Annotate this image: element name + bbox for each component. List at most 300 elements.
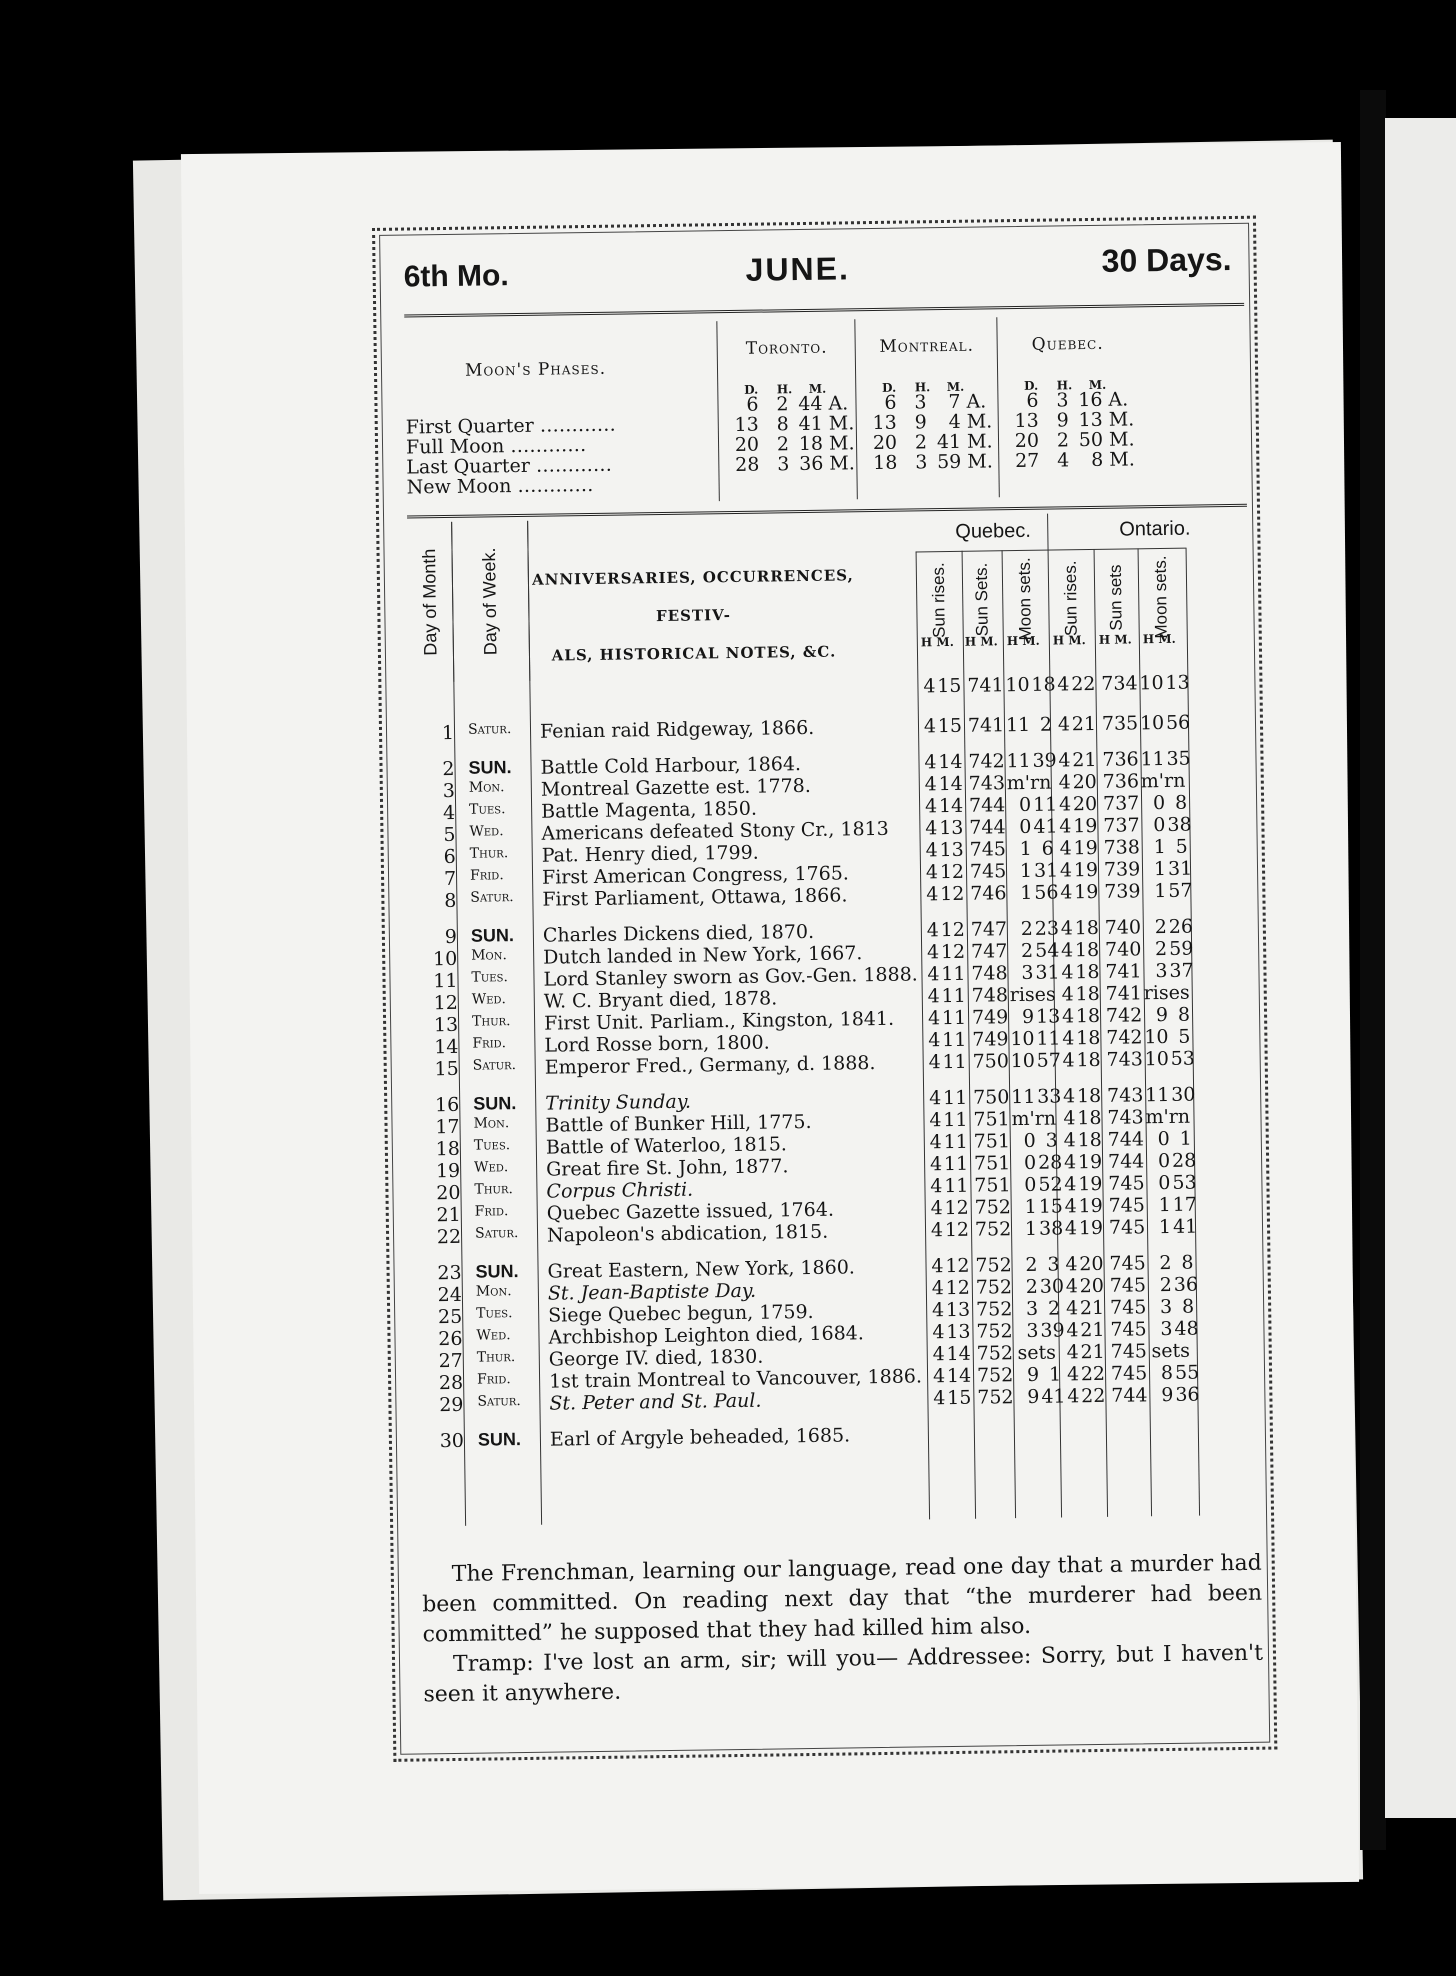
time-value: 52 [988,1342,1014,1365]
day-of-week: SUN. [470,925,515,946]
time-value: 15 [947,1386,972,1410]
time-value: 4 [1059,837,1072,860]
time-value: 50 [984,1050,1010,1073]
time-value: 13 [1035,1005,1061,1028]
time-value: 19 [1077,1150,1103,1174]
time-value: 4 [927,963,940,986]
time-value: 12 [944,1196,969,1220]
time-value: 44 [1123,1384,1148,1407]
day-of-month: 21 [436,1203,461,1227]
time-value: 2 [1039,713,1053,736]
time-value: 4 [927,985,940,1008]
day-of-week: SUN. [475,1261,519,1282]
phase-time-value: 3 [1056,389,1069,412]
time-value: 7 [973,1108,986,1131]
phase-time-value: M. [1108,428,1135,451]
time-value: 1 [1024,1195,1037,1218]
time-value: 13 [939,838,964,862]
time-value: 7 [969,838,982,861]
time-value: 50 [985,1086,1010,1109]
time-value: 11 [943,1152,969,1176]
phase-time-value: 2 [1056,429,1070,452]
time-value: 4 [927,1007,941,1030]
day-of-month: 4 [442,801,456,825]
time-value: 18 [1076,1026,1101,1050]
event-note: Trinity Sunday. [545,1090,692,1115]
time-value: 14 [938,772,963,796]
time-value: 7 [971,962,984,985]
time-value: 7 [976,1342,989,1365]
time-value: 7 [1110,1318,1123,1341]
unit-header: M. [1088,377,1107,393]
time-value: 4 [1063,1151,1077,1174]
hm-label: H M. [1052,633,1086,648]
phase-time-value: 4 [1057,449,1070,472]
time-value: 4 [930,1219,944,1242]
time-value: 7 [967,714,981,737]
time-value: 33 [1037,1085,1062,1108]
event-note: First Unit. Parliam., Kingston, 1841. [543,1007,895,1035]
time-value: 4 [928,1029,941,1052]
time-value: 4 [1065,1275,1078,1298]
time-value: 36 [1114,770,1140,793]
sun-sets-header: Sun Sets. [971,562,992,637]
time-value: 43 [980,772,1006,795]
time-value: 4 [1064,1217,1078,1240]
day-of-week: Mon. [471,947,508,964]
time-value: 44 [1119,1128,1145,1151]
phase-time-value: 41 [936,430,962,454]
time-value: 7 [1106,1048,1119,1071]
time-value: 39 [1032,749,1057,772]
time-value: 10 [1144,1025,1169,1049]
phase-times [870,391,995,473]
time-value: 2 [1154,937,1168,961]
time-value: 21 [1080,1340,1105,1364]
time-value: 34 [1113,672,1138,695]
time-value: 3 [1047,1253,1060,1276]
time-value: 12 [944,1218,970,1242]
time-value: 19 [1073,836,1098,860]
event-note: Napoleon's abdication, 1815. [546,1220,829,1247]
phase-time-value: 6 [884,391,897,414]
time-value: 7 [968,750,981,773]
phase-time-value: 41 [798,412,823,436]
unit-header: D. [1024,378,1039,393]
day-of-month: 15 [434,1057,459,1081]
event-note: First Parliament, Ottawa, 1866. [542,884,848,911]
time-value: 45 [1121,1296,1147,1319]
time-value: 11 [1011,1085,1036,1109]
hm-label: H M. [1006,633,1040,649]
event-note: St. Jean-Baptiste Day. [547,1279,757,1305]
time-value: 4 [1062,1027,1075,1050]
day-of-week: Frid. [472,1035,507,1052]
anniversaries-header: ANNIVERSARIES, OCCURRENCES, FESTIV- ALS, HISTORICAL NOTES, &C. [531,566,854,665]
day-of-month: 24 [437,1283,463,1307]
phase-time-value: M. [966,430,993,453]
event-note: Battle Magenta, 1850. [541,797,758,823]
phase-time-value: A. [1108,388,1129,411]
time-value: 38 [1115,836,1141,859]
time-value: 4 [1065,1297,1079,1320]
time-value: 18 [1074,916,1099,940]
time-value: 7 [1101,712,1115,735]
time-value: 45 [1120,1194,1146,1217]
time-value: 4 [930,1197,943,1220]
time-value: 6 [1041,837,1054,860]
time-value: 23 [1034,917,1060,940]
time-value: 10 [1005,673,1030,697]
time-value: 14 [938,794,964,818]
time-value: 11 [1032,793,1058,816]
time-value: 7 [1106,1026,1119,1049]
time-value: 14 [946,1342,971,1366]
time-value: 56 [1165,711,1191,734]
time-value: 4 [1061,1005,1075,1028]
time-value: 7 [975,1298,989,1321]
day-of-week: Thur. [469,845,509,862]
time-value: 0 [1157,1149,1171,1173]
phase-time-value: 9 [1056,409,1069,432]
time-value: 8 [1181,1251,1194,1274]
day-of-week: Tues. [473,1137,511,1154]
time-value: 36 [1114,748,1139,771]
time-value: 7 [969,816,982,839]
time-value: 11 [943,1108,968,1132]
time-value: 18 [1075,982,1100,1006]
time-value: 11 [944,1174,969,1198]
time-value: 45 [1122,1362,1148,1385]
time-value: 4 [1060,917,1073,940]
day-of-month: 23 [437,1261,462,1285]
day-of-month: 9 [444,925,458,949]
time-value: 11 [1006,749,1031,773]
phase-time-value: 3 [777,453,790,476]
event-note: Battle Cold Harbour, 1864. [540,753,802,779]
day-of-week: Tues. [471,969,508,986]
time-value: 4 [924,773,937,796]
time-value: 30 [1171,1083,1196,1106]
event-note: Emperor Fred., Germany, d. 1888. [544,1052,876,1079]
calendar-frame [372,216,1277,1762]
time-value: 8 [1160,1361,1174,1385]
event-note: Battle of Bunker Hill, 1775. [545,1110,812,1137]
event-note: Siege Quebec begun, 1759. [548,1300,814,1327]
time-value: 37 [1169,959,1194,982]
time-value: 5 [1175,835,1188,858]
phase-time-value: M. [966,410,993,433]
time-value: 1 [1179,1127,1192,1150]
time-value: 4 [924,795,938,818]
time-value: 0 [1018,793,1032,817]
day-of-week: Wed. [476,1327,511,1344]
time-value: 4 [1066,1319,1079,1342]
phase-time-value: 50 [1078,428,1104,452]
time-value: 7 [1108,1194,1121,1217]
time-value: 7 [1105,960,1118,983]
day-of-month: 2 [442,757,455,781]
time-value: 31 [1033,859,1059,882]
time-value: 46 [982,882,1007,905]
time-value: 21 [1079,1296,1105,1320]
time-value: 45 [1121,1252,1146,1275]
time-value: 0 [1152,791,1166,815]
time-value: rises [1143,981,1190,1005]
phase-time-value: M. [828,412,855,435]
time-value: 28 [1171,1149,1197,1172]
time-value: 48 [983,962,1008,985]
time-value: 8 [1181,1295,1195,1318]
time-value: 1 [1020,881,1033,905]
time-value: 43 [1118,1048,1144,1071]
time-value: 7 [968,772,981,795]
time-value: 11 [1005,713,1031,737]
day-of-month: 8 [444,889,457,913]
phase-time-value: 20 [872,431,898,455]
time-value: 4 [929,1109,942,1132]
time-value: 4 [1062,1049,1075,1072]
time-value: 41 [1117,960,1142,983]
day-of-month: 27 [438,1349,463,1373]
phase-time-value: 13 [1078,408,1103,432]
time-value: 7 [1106,1084,1120,1107]
time-value: 44 [1119,1150,1145,1173]
time-value: 4 [925,817,938,840]
time-value: 4 [928,1051,941,1074]
time-value: 22 [1080,1362,1106,1386]
phase-time-value: 4 [948,410,961,433]
time-value: 4 [931,1299,945,1322]
time-value: 3 [1021,961,1034,985]
time-value: 18 [1074,938,1100,962]
unit-header: D. [882,380,897,395]
time-value: 7 [971,1006,985,1029]
time-value: 4 [1062,1085,1076,1108]
time-value: 15 [937,674,962,698]
event-note: 1st train Montreal to Vancouver, 1886. [548,1365,923,1393]
time-value: 7 [968,794,982,817]
time-value: 7 [1108,1172,1121,1195]
time-value: 7 [1110,1362,1124,1385]
time-value: 7 [1103,814,1116,837]
day-of-month-header: Day of Month [418,548,441,656]
time-value: 4 [926,919,940,942]
time-value: 4 [926,941,940,964]
time-value: 11 [943,1130,968,1154]
time-value: 42 [980,750,1005,773]
phase-time-value: 2 [914,431,928,454]
time-value: 2 [1047,1297,1061,1320]
time-value: 0 [1023,1129,1036,1152]
day-of-month: 20 [436,1181,461,1205]
day-of-month: 3 [442,779,456,803]
jokes [422,1549,1264,1711]
time-value: 57 [1036,1049,1062,1072]
time-value: 7 [976,1364,990,1387]
time-value: 4 [932,1321,945,1344]
day-of-month: 30 [439,1429,465,1453]
time-value: 3 [1025,1297,1039,1320]
event-note: Great fire St. John, 1877. [546,1155,789,1181]
time-value: 9 [1161,1383,1174,1407]
time-value: 4 [1057,673,1070,696]
time-value: 7 [1105,982,1118,1005]
time-value: 18 [1076,1048,1101,1072]
phase-time-value: 16 [1078,388,1103,412]
time-value: 13 [939,816,964,840]
phase-time-value: 6 [746,393,759,416]
time-value: 4 [924,751,937,774]
time-value: 47 [983,940,1008,963]
day-of-month: 12 [433,991,458,1015]
time-value: 43 [1119,1084,1144,1107]
time-value: 7 [1110,1340,1123,1363]
time-value: 20 [1079,1252,1104,1276]
time-value: 48 [983,984,1009,1007]
time-value: 36 [1173,1273,1199,1296]
time-value: 11 [941,984,966,1008]
time-value: 10 [1139,711,1165,735]
time-value: 4 [1067,1385,1080,1408]
time-value: 1 [1024,1217,1038,1240]
page-gutter [1360,90,1386,1850]
time-value: 3 [1155,959,1168,983]
time-value: 15 [1038,1195,1064,1218]
time-value: 7 [1107,1128,1120,1151]
phase-time-value: M. [1108,408,1135,431]
time-value: 4 [930,1175,943,1198]
phase-time-value: 6 [1026,389,1039,412]
time-value: 12 [945,1276,971,1300]
month-number: 6th Mo. [403,259,509,294]
time-value: m'rn [1011,1107,1057,1131]
time-value: 40 [1116,938,1142,961]
time-value: 4 [1061,961,1074,984]
time-value: 53 [1172,1171,1197,1194]
time-value: 20 [1079,1274,1104,1298]
day-of-month: 18 [435,1137,461,1161]
time-value: 26 [1168,915,1194,938]
time-value: 13 [1165,671,1190,694]
day-of-week: Thur. [474,1181,514,1198]
event-note: Archbishop Leighton died, 1684. [548,1322,864,1349]
phase-time-value: 8 [1091,448,1104,471]
time-value: 11 [942,1028,967,1052]
time-value: 4 [932,1365,946,1388]
time-value: 9 [1021,1005,1035,1029]
time-value: 22 [1081,1384,1106,1408]
day-of-week: SUN. [468,757,512,778]
time-value: 7 [972,1050,985,1073]
time-value: 43 [1119,1106,1144,1129]
time-value: 18 [1077,1106,1102,1130]
time-value: 14 [938,750,963,774]
phase-time-value: M. [967,450,993,473]
time-value: 7 [1107,1106,1120,1129]
time-value: 51 [986,1174,1011,1197]
time-value: 20 [1072,792,1098,816]
time-value: 11 [942,1086,968,1110]
time-value: 3 [1026,1319,1039,1342]
phase-time-value: A. [966,390,987,413]
time-value: 51 [985,1152,1011,1175]
time-value: 7 [974,1174,987,1197]
event-note: Quebec Gazette issued, 1764. [546,1198,835,1225]
day-of-week: Satur. [472,1057,517,1074]
time-value: 4 [923,675,936,698]
time-value: 1 [1048,1363,1062,1386]
unit-header: H. [776,382,793,397]
time-value: 7 [1102,770,1115,793]
day-of-week: Tues. [469,801,506,818]
time-value: 11 [1140,747,1165,771]
phase-time-value: 18 [798,432,824,456]
time-value: 47 [982,918,1008,941]
time-value: 7 [1102,748,1115,771]
time-value: 4 [1066,1363,1080,1386]
moon-phases-title: Moon's Phases. [464,358,607,381]
phase-time-value: M. [1109,448,1135,471]
moon-phases-section [404,314,1246,506]
phase-time-row [733,453,857,475]
time-value: 44 [980,794,1006,817]
sun-rises-header: Sun rises. [928,562,949,639]
moon-city-column [716,319,857,501]
page-header [375,239,1254,311]
day-of-week: Satur. [477,1393,521,1410]
time-value: 3 [1160,1317,1173,1341]
phase-times [1012,389,1137,471]
phase-time-value: 59 [936,450,962,474]
phase-time-row [1013,449,1137,471]
time-value: 7 [977,1386,990,1409]
time-value: 37 [1114,792,1140,815]
time-value: 7 [1109,1274,1122,1297]
time-value: 0 [1153,813,1166,837]
time-value: 41 [1172,1215,1198,1238]
day-of-week: Mon. [473,1115,510,1132]
time-value: 7 [1109,1252,1122,1275]
time-value: 52 [987,1276,1013,1299]
event-note: Battle of Waterloo, 1815. [545,1133,788,1159]
time-value: 9 [1026,1363,1040,1386]
phase-time-value: M. [828,432,855,455]
time-value: 7 [1104,938,1118,961]
time-value: 7 [973,1152,987,1175]
time-value: 4 [926,883,939,906]
time-value: 4 [1060,881,1073,904]
time-value: 36 [1175,1383,1200,1406]
time-value: 1 [1153,835,1166,859]
time-value: 4 [1064,1195,1077,1218]
time-value: 18 [1031,673,1056,696]
ontario-divider [1047,514,1049,550]
time-value: 3 [1045,1129,1058,1152]
time-value: 2 [1025,1275,1039,1298]
time-value: 7 [974,1196,987,1219]
time-value: 4 [1061,983,1074,1006]
time-value: 10 [1139,671,1164,695]
quebec-group-header: Quebec. [955,519,1032,543]
time-value: 20 [1072,770,1097,794]
day-of-month: 26 [438,1327,463,1351]
day-of-week: Mon. [468,779,505,796]
time-value: 4 [1060,939,1074,962]
time-value: m'rn [1145,1105,1191,1129]
phase-time-value: 13 [872,411,897,435]
time-value: m'rn [1006,771,1052,795]
